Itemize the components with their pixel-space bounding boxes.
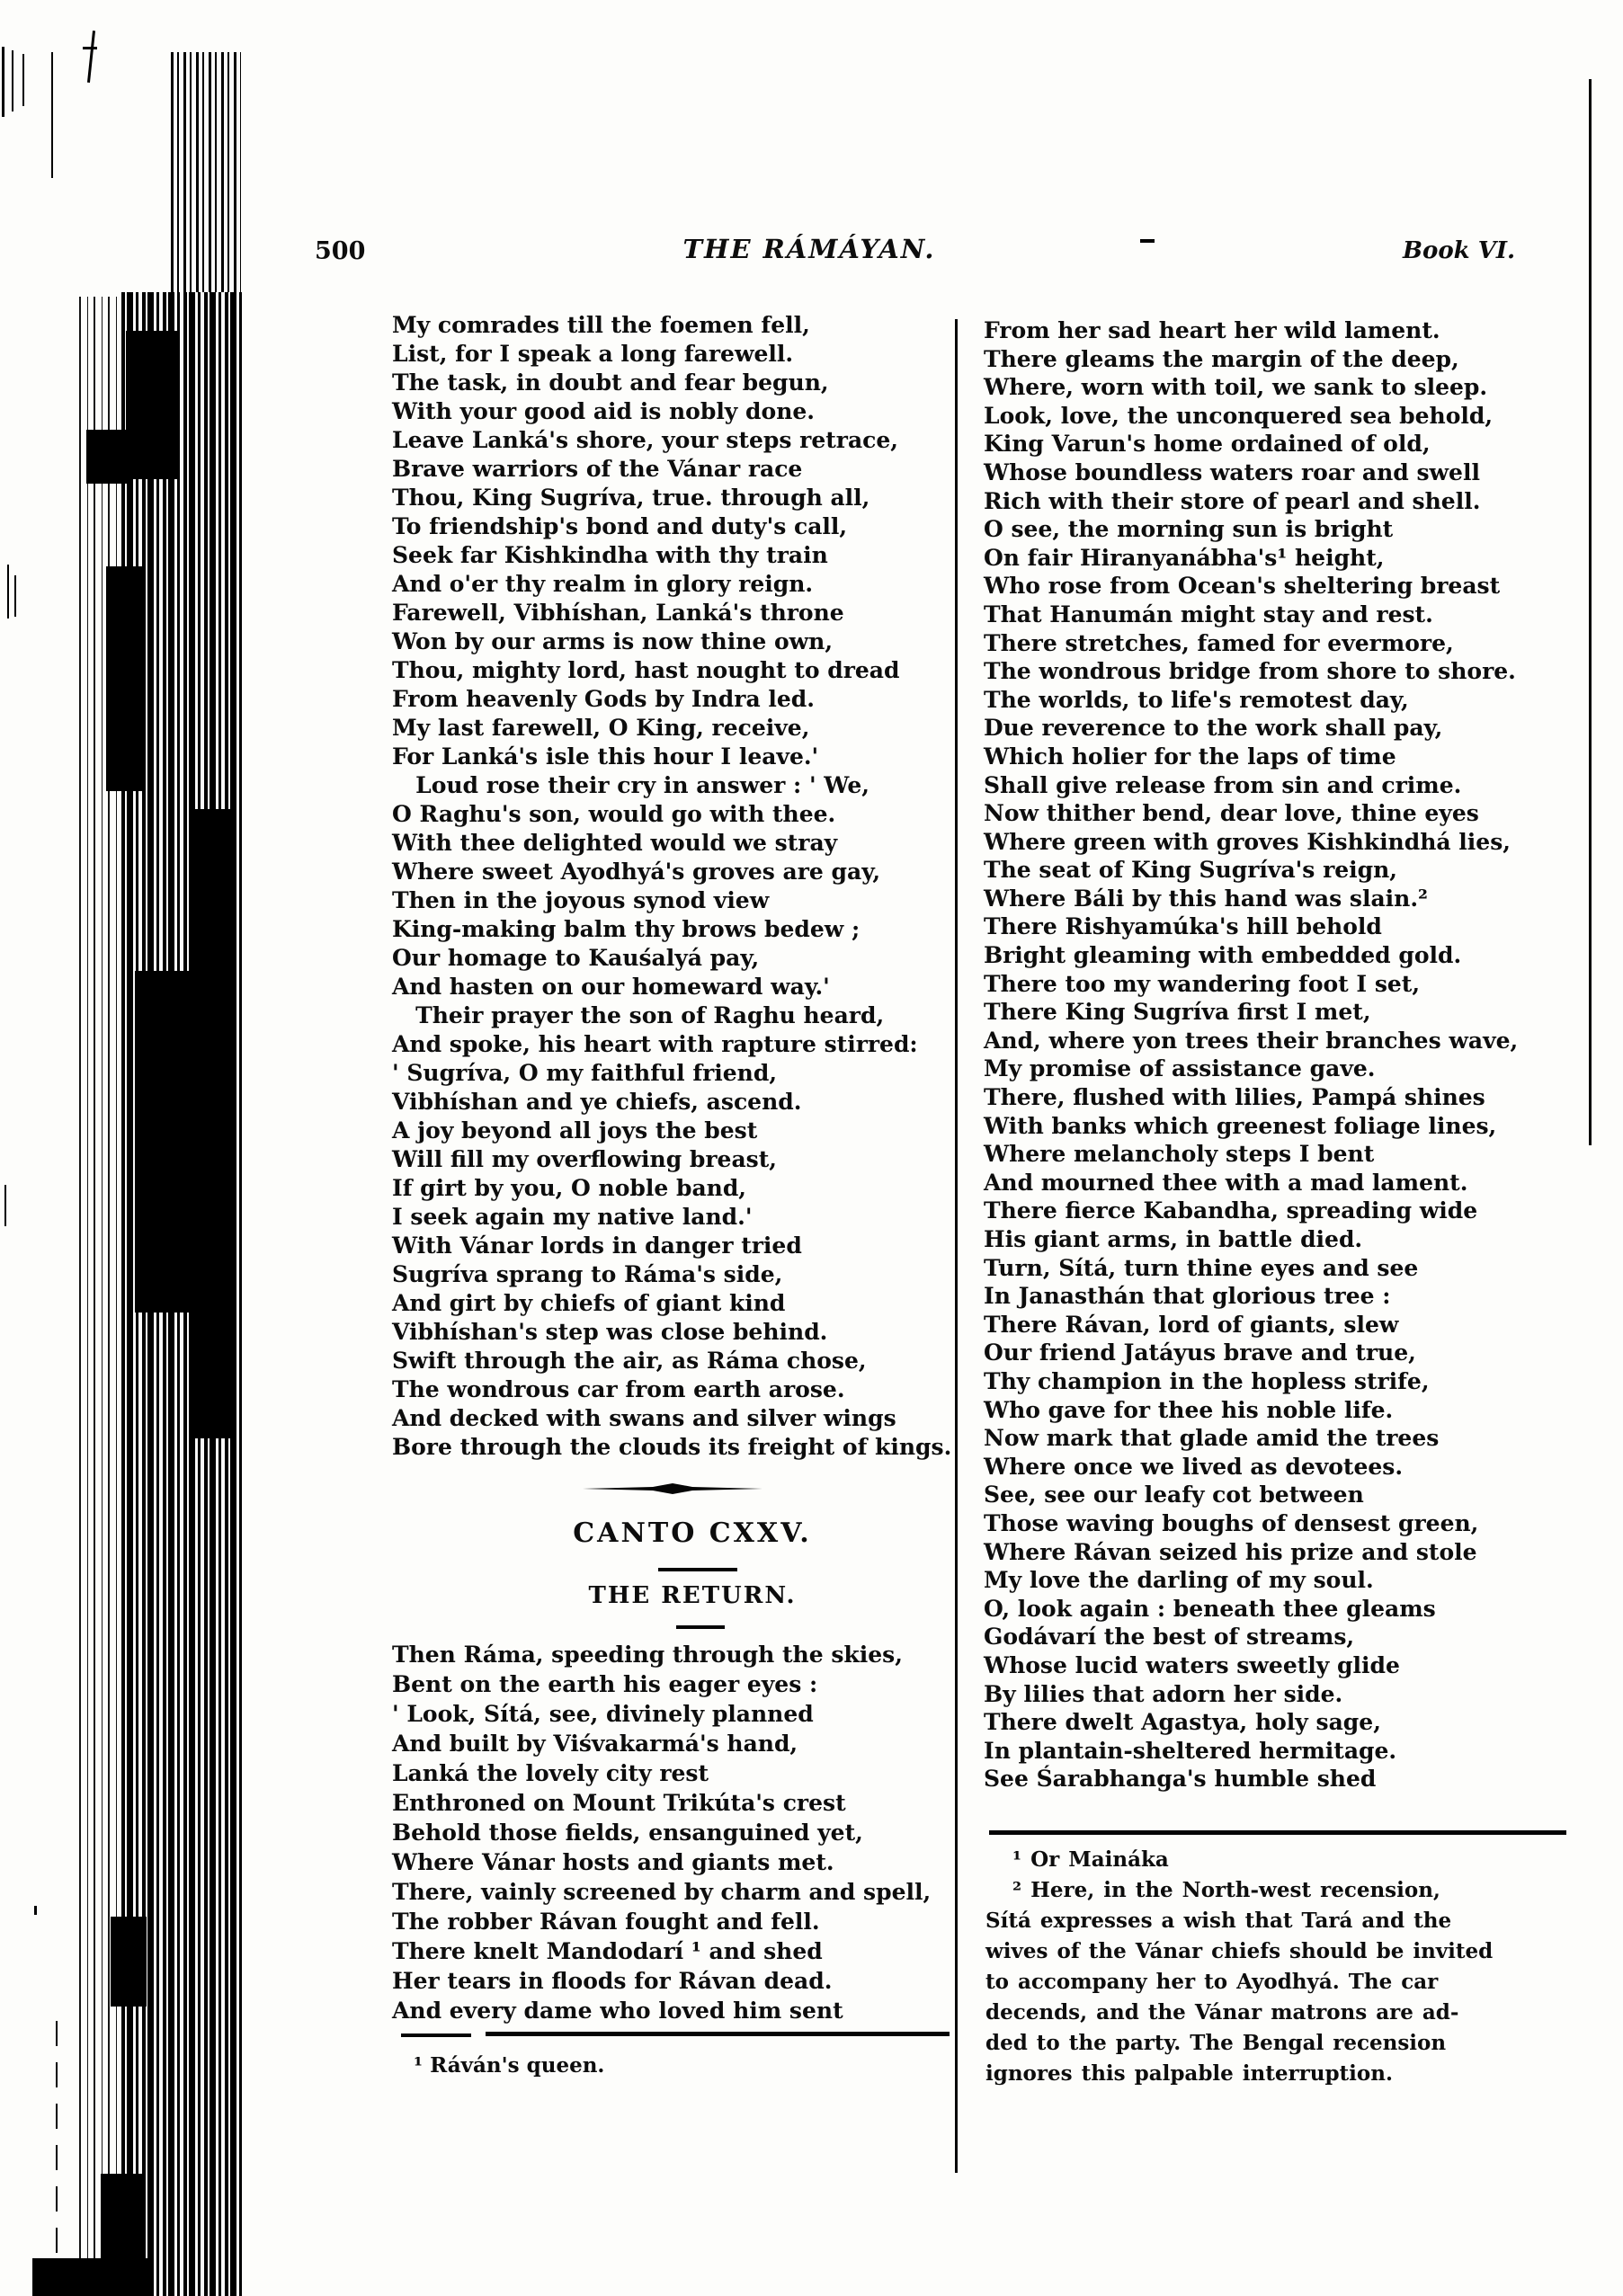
text-line: My last farewell, O King, receive, [392, 715, 810, 741]
text-line: There fierce Kabandha, spreading wide [984, 1197, 1478, 1224]
text-line: Due reverence to the work shall pay, [984, 715, 1443, 742]
text-line: Where once we lived as devotees. [984, 1453, 1404, 1480]
text-line: Brave warriors of the Vánar race [392, 456, 803, 482]
scan-ink-blob [32, 2258, 149, 2296]
text-line: Where green with groves Kishkindhá lies, [984, 828, 1511, 855]
text-line: There, vainly screened by charm and spell, [392, 1879, 932, 1905]
text-line: My promise of assistance gave. [984, 1055, 1376, 1082]
left-column-footnote [392, 2051, 950, 2080]
section-flourish-rule [583, 1482, 762, 1499]
text-line: And hasten on our homeward way.' [392, 974, 830, 1000]
text-line: Who rose from Ocean's sheltering breast [984, 573, 1501, 600]
text-line: Where melancholy steps I bent [984, 1141, 1375, 1168]
text-line: And girt by chiefs of giant kind [392, 1290, 786, 1316]
scan-ink-blob [106, 566, 144, 791]
text-line: If girt by you, O noble band, [392, 1175, 747, 1201]
text-line: The worlds, to life's remotest day, [984, 686, 1409, 713]
text-line: The robber Rávan fought and fell. [392, 1909, 820, 1935]
text-line: King-making balm thy brows bedew ; [392, 916, 861, 942]
scan-gutter-stripes-top [171, 52, 241, 295]
text-line: ¹ Ráván's queen. [392, 2053, 605, 2078]
scan-stray-dash [1140, 239, 1155, 243]
text-line: Bright gleaming with embedded gold. [984, 942, 1462, 969]
canto-subtitle-rule [676, 1625, 725, 1629]
left-column-verse-1 [392, 311, 955, 1462]
text-line: The task, in doubt and fear begun, [392, 369, 829, 396]
page-edge-line [1589, 79, 1592, 1145]
text-line: O Raghu's son, would go with thee. [392, 801, 836, 827]
left-column-verse-2 [392, 1640, 955, 2025]
text-line: On fair Hiranyanábha's¹ height, [984, 544, 1385, 571]
text-line: Turn, Sítá, turn thine eyes and see [984, 1254, 1419, 1281]
text-line: Her tears in floods for Rávan dead. [392, 1968, 833, 1994]
text-line: There, flushed with lilies, Pampá shines [984, 1084, 1485, 1111]
text-line: Lanká the lovely city rest [392, 1760, 709, 1786]
text-line: List, for I speak a long farewell. [392, 341, 794, 367]
text-line: And spoke, his heart with rapture stirred: [392, 1031, 918, 1057]
text-line: And every dame who loved him sent [392, 1998, 843, 2024]
right-footnote-rule [989, 1830, 1566, 1835]
text-line: Vibhíshan's step was close behind. [392, 1319, 828, 1345]
book-label: Book VI. [1403, 237, 1516, 264]
text-line: There gleams the margin of the deep, [984, 345, 1459, 372]
text-line: My love the darling of my soul. [984, 1567, 1374, 1594]
text-line: And built by Viśvakarmá's hand, [392, 1731, 798, 1757]
text-line: With your good aid is nobly done. [392, 398, 815, 424]
text-line: And o'er thy realm in glory reign. [392, 571, 814, 597]
text-line: Look, love, the unconquered sea behold, [984, 402, 1494, 429]
text-line: ignores this palpable interruption. [985, 2061, 1393, 2086]
text-line: There knelt Mandodarí ¹ and shed [392, 1938, 823, 1964]
text-line: Whose boundless waters roar and swell [984, 458, 1480, 485]
scan-edge-mark [87, 31, 95, 83]
text-line: Loud rose their cry in answer : ' We, [392, 772, 869, 798]
scan-edge-mark [51, 52, 53, 178]
text-line: Then Ráma, speeding through the skies, [392, 1642, 903, 1668]
text-line: Godávarí the best of streams, [984, 1624, 1355, 1651]
scan-edge-mark [14, 575, 16, 617]
text-line: A joy beyond all joys the best [392, 1117, 758, 1144]
text-line: Sugríva sprang to Ráma's side, [392, 1261, 783, 1287]
text-line: Those waving boughs of densest green, [984, 1509, 1479, 1536]
scan-ink-blob [189, 809, 234, 1438]
text-line: For Lanká's isle this hour I leave.' [392, 743, 819, 770]
text-line: I seek again my native land.' [392, 1204, 753, 1230]
text-line: Their prayer the son of Raghu heard, [392, 1002, 885, 1028]
scan-edge-mark [22, 54, 24, 106]
scan-edge-mark [56, 2021, 58, 2264]
text-line: His giant arms, in battle died. [984, 1226, 1363, 1252]
text-line: See Śarabhanga's humble shed [984, 1766, 1377, 1793]
canto-heading-rule [658, 1568, 737, 1571]
text-line: Behold those fields, ensanguined yet, [392, 1820, 863, 1846]
scan-edge-mark [34, 1906, 37, 1915]
text-line: That Hanumán might stay and rest. [984, 601, 1433, 627]
text-line: ded to the party. The Bengal recension [985, 2031, 1447, 2055]
right-column-verse [984, 316, 1582, 1793]
text-line: Thou, mighty lord, hast nought to dread [392, 657, 900, 683]
text-line: Our friend Jatáyus brave and true, [984, 1339, 1416, 1366]
text-line: King Varun's home ordained of old, [984, 431, 1431, 458]
running-title: THE RÁMÁYAN. [682, 234, 936, 264]
text-line: And mourned thee with a mad lament. [984, 1169, 1468, 1196]
text-line: ' Look, Sítá, see, divinely planned [392, 1701, 814, 1727]
column-divider-rule [955, 319, 958, 2173]
text-line: Seek far Kishkindha with thy train [392, 542, 828, 568]
scan-edge-mark [12, 50, 13, 111]
text-line: And, where yon trees their branches wave, [984, 1027, 1519, 1054]
text-line: The wondrous car from earth arose. [392, 1376, 845, 1402]
scan-edge-mark [4, 1185, 6, 1226]
canto-subtitle: THE RETURN. [588, 1582, 797, 1609]
text-line: wives of the Vánar chiefs should be invited [985, 1939, 1494, 1963]
text-line: There too my wandering foot I set, [984, 970, 1421, 997]
text-line: There Rishyamúka's hill behold [984, 913, 1382, 940]
text-line: With thee delighted would we stray [392, 830, 838, 856]
text-line: Bent on the earth his eager eyes : [392, 1671, 818, 1697]
text-line: Where, worn with toil, we sank to sleep. [984, 374, 1488, 401]
text-line: Won by our arms is now thine own, [392, 628, 834, 654]
text-line: Whose lucid waters sweetly glide [984, 1651, 1400, 1678]
text-line: In plantain-sheltered hermitage. [984, 1737, 1397, 1764]
text-line: Farewell, Vibhíshan, Lanká's throne [392, 600, 844, 626]
text-line: Where Rávan seized his prize and stole [984, 1538, 1477, 1565]
text-line: decends, and the Vánar matrons are ad- [985, 2000, 1459, 2025]
scan-ink-blob [126, 331, 178, 479]
text-line: Shall give release from sin and crime. [984, 771, 1462, 798]
text-line: Sítá expresses a wish that Tará and the [985, 1909, 1452, 1933]
scan-edge-mark [7, 565, 9, 618]
text-line: With Vánar lords in danger tried [392, 1233, 802, 1259]
text-line: Swift through the air, as Ráma chose, [392, 1348, 867, 1374]
text-line: See, see our leafy cot between [984, 1482, 1364, 1508]
left-footnote-rule-segment [401, 2033, 471, 2037]
text-line: ' Sugríva, O my faithful friend, [392, 1060, 778, 1086]
text-line: Vibhíshan and ye chiefs, ascend. [392, 1089, 802, 1115]
text-line: to accompany her to Ayodhyá. The car [985, 1970, 1439, 1994]
scan-ink-blob [111, 1917, 147, 2007]
canto-heading: CANTO CXXV. [573, 1517, 812, 1549]
text-line: Now thither bend, dear love, thine eyes [984, 800, 1479, 827]
scan-ink-blob [135, 971, 193, 1313]
text-line: The wondrous bridge from shore to shore. [984, 658, 1516, 685]
text-line: By lilies that adorn her side. [984, 1680, 1343, 1707]
text-line: In Janasthán that glorious tree : [984, 1283, 1391, 1310]
text-line: Will fill my overflowing breast, [392, 1146, 777, 1172]
text-line: To friendship's bond and duty's call, [392, 513, 848, 539]
scan-ink-blob [86, 430, 128, 484]
text-line: Then in the joyous synod view [392, 887, 770, 913]
scan-edge-mark [83, 47, 97, 49]
right-column-footnotes [985, 1845, 1574, 2089]
text-line: There King Sugríva first I met, [984, 999, 1371, 1026]
text-line: The seat of King Sugríva's reign, [984, 857, 1398, 884]
text-line: With banks which greenest foliage lines, [984, 1112, 1497, 1139]
text-line: There stretches, famed for evermore, [984, 629, 1454, 656]
left-footnote-rule [486, 2032, 950, 2036]
page-number: 500 [315, 237, 366, 265]
text-line: Where Vánar hosts and giants met. [392, 1849, 834, 1875]
text-line: From her sad heart her wild lament. [984, 317, 1440, 343]
text-line: There dwelt Agastya, holy sage, [984, 1709, 1381, 1736]
text-line: ¹ Or Maináka [985, 1847, 1169, 1872]
text-line: Our homage to Kauśalyá pay, [392, 945, 760, 971]
text-line: From heavenly Gods by Indra led. [392, 686, 815, 712]
text-line: Enthroned on Mount Trikúta's crest [392, 1790, 846, 1816]
text-line: Who gave for thee his noble life. [984, 1396, 1394, 1423]
text-line: Which holier for the laps of time [984, 743, 1396, 770]
text-line: Thou, King Sugríva, true. through all, [392, 485, 870, 511]
text-line: Where sweet Ayodhyá's groves are gay, [392, 859, 881, 885]
text-line: Leave Lanká's shore, your steps retrace, [392, 427, 899, 453]
text-line: Now mark that glade amid the trees [984, 1425, 1440, 1452]
scan-edge-mark [2, 47, 4, 117]
text-line: Where Báli by this hand was slain.² [984, 885, 1429, 912]
text-line: Thy champion in the hopless strife, [984, 1367, 1430, 1394]
text-line: O, look again : beneath thee gleams [984, 1595, 1436, 1622]
text-line: And decked with swans and silver wings [392, 1405, 896, 1431]
text-line: Bore through the clouds its freight of kings. [392, 1434, 952, 1460]
text-line: There Rávan, lord of giants, slew [984, 1311, 1399, 1338]
text-line: Rich with their store of pearl and shell. [984, 487, 1481, 514]
text-line: My comrades till the foemen fell, [392, 312, 810, 338]
text-line: ² Here, in the North-west recension, [985, 1878, 1440, 1902]
text-line: O see, the morning sun is bright [984, 516, 1394, 543]
